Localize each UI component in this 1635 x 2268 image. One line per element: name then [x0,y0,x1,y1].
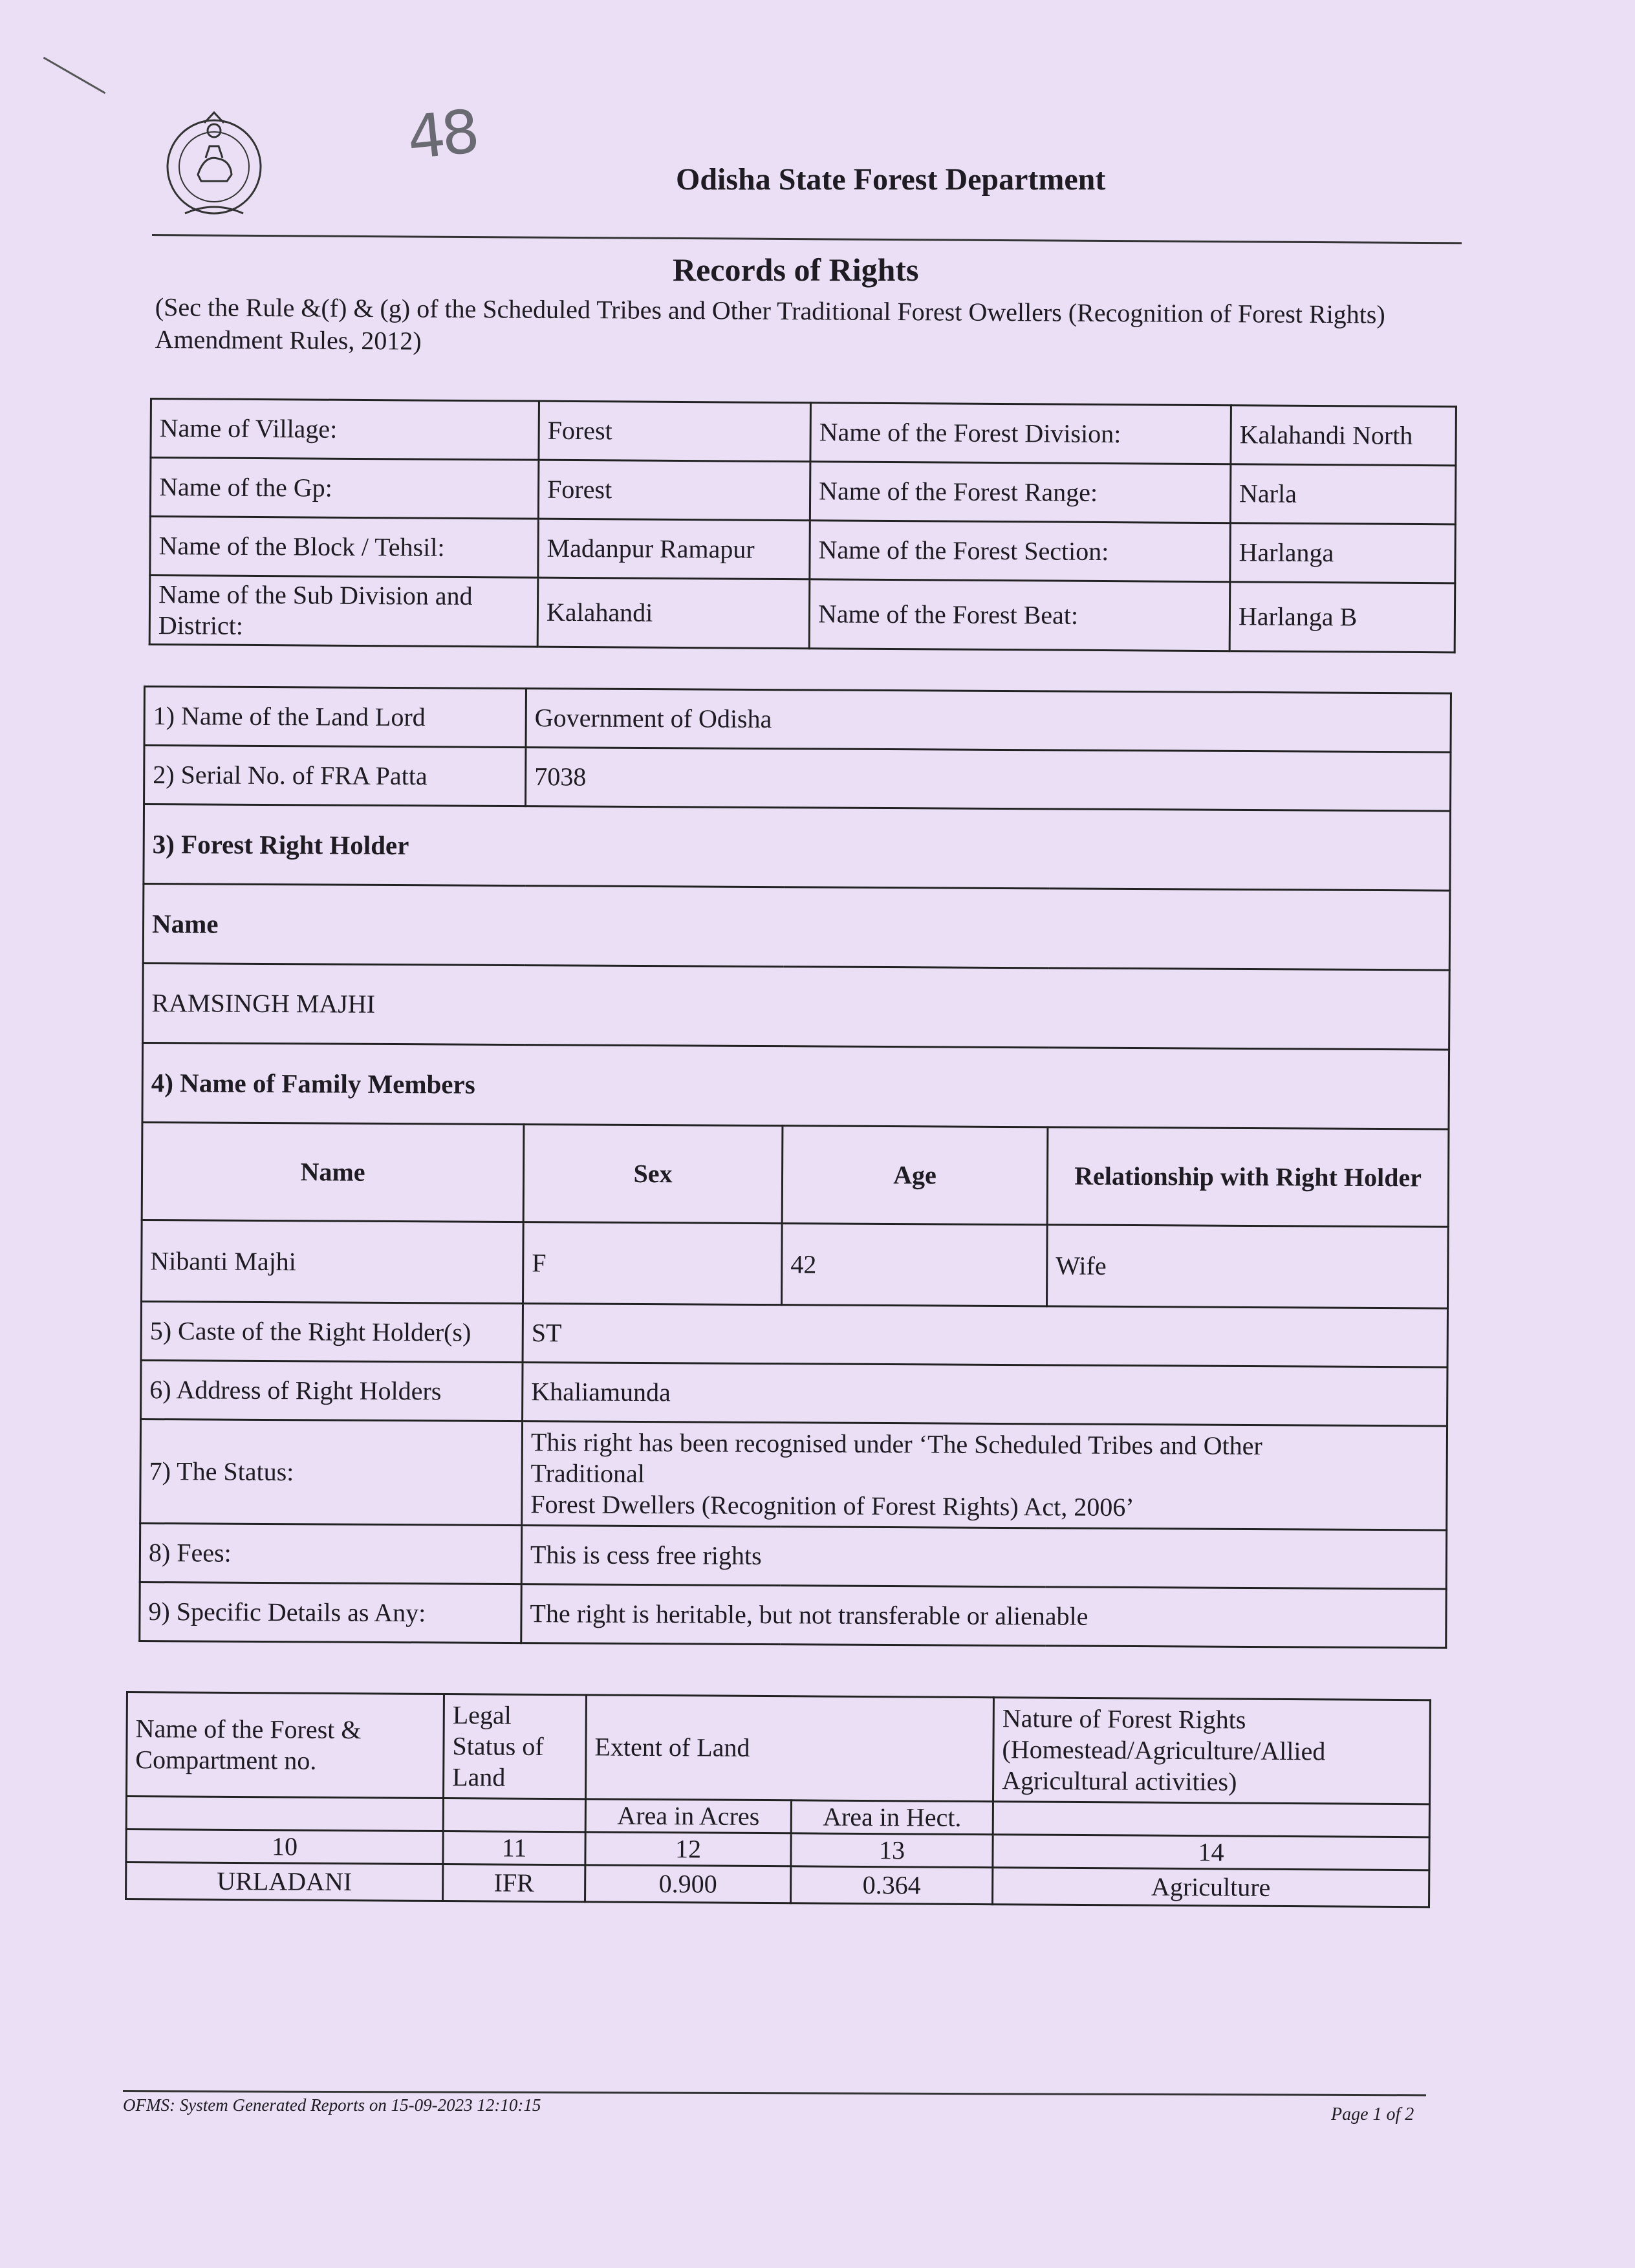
caste-value: ST [523,1304,1447,1367]
land-col-extent: Extent of Land [585,1695,993,1802]
land-forest-name: URLADANI [126,1863,443,1901]
land-area-acres: 0.900 [585,1865,791,1903]
state-emblem-icon [159,103,269,223]
name-heading: Name [143,884,1450,971]
block-value: Madanpur Ramapur [538,519,810,579]
land-col-legal: Legal Status of Land [443,1694,586,1799]
fees-value: This is cess free rights [521,1526,1446,1589]
location-row [149,576,1455,653]
status-value [522,1421,1447,1530]
family-col-sex: Sex [523,1125,783,1224]
handwritten-page-number: 48 [404,96,479,173]
family-member-relationship: Wife [1046,1225,1448,1308]
caste-label: 5) Caste of the Right Holder(s) [141,1301,523,1362]
family-member-sex: F [523,1222,783,1305]
land-lord-label: 1) Name of the Land Lord [144,687,526,748]
land-table [125,1691,1431,1908]
rights-details-table [138,686,1452,1649]
address-value: Khaliamunda [523,1363,1447,1426]
land-legal-status: IFR [443,1864,585,1901]
right-holder-name: RAMSINGH MAJHI [143,964,1450,1050]
family-col-relationship: Relationship with Right Holder [1047,1127,1449,1227]
location-table [149,398,1457,653]
forest-beat-value: Harlanga B [1229,582,1455,653]
header-divider [152,234,1462,244]
gp-value: Forest [538,460,810,521]
fees-label: 8) Fees: [140,1523,521,1584]
land-col-number: 13 [791,1833,993,1868]
gp-label: Name of the Gp: [150,458,539,519]
status-label: 7) The Status: [140,1419,523,1525]
land-sub-empty [993,1802,1429,1837]
land-sub-hect: Area in Hect. [791,1800,993,1835]
specific-details-label: 9) Specific Details as Any: [140,1582,521,1643]
block-label: Name of the Block / Tehsil: [150,517,539,578]
location-row [150,517,1456,583]
family-member-name: Nibanti Majhi [142,1220,524,1303]
document-subtitle: (Sec the Rule &(f) & (g) of the Scheduled Tribes and Other Traditional Forest Owellers (Recognition of Forest Rights) Amendment Rules, 2012) [155,292,1385,356]
family-heading: 4) Name of Family Members [142,1043,1449,1130]
family-col-age: Age [782,1126,1048,1225]
family-col-name: Name [142,1122,524,1222]
location-row [150,458,1456,524]
forest-range-label: Name of the Forest Range: [810,462,1231,523]
land-nature: Agriculture [993,1868,1429,1907]
subdivision-label: Name of the Sub Division and District: [149,576,538,647]
serial-value: 7038 [526,748,1451,811]
land-col-number: 12 [585,1832,791,1866]
land-col-nature: Nature of Forest Rights (Homestead/Agriculture/Allied Agricultural activities) [993,1698,1430,1804]
serial-label: 2) Serial No. of FRA Patta [144,746,526,806]
land-col-forest: Name of the Forest & Compartment no. [127,1692,444,1798]
status-line-2: Traditional [530,1458,645,1489]
land-col-number: 14 [993,1835,1429,1870]
forest-section-value: Harlanga [1230,523,1456,583]
forest-division-value: Kalahandi North [1231,405,1456,466]
right-holder-heading: 3) Forest Right Holder [144,805,1451,891]
department-title: Odisha State Forest Department [676,162,1106,197]
village-value: Forest [539,401,811,462]
land-sub-empty [443,1798,585,1831]
status-line-3: Forest Dwellers (Recognition of Forest Rights) Act, 2006’ [530,1489,1134,1522]
specific-details-value: The right is heritable, but not transferable or alienable [521,1584,1446,1648]
forest-section-label: Name of the Forest Section: [810,521,1231,582]
land-sub-empty [126,1797,443,1831]
forest-division-label: Name of the Forest Division: [810,403,1231,464]
family-member-age: 42 [781,1224,1047,1306]
land-area-hect: 0.364 [791,1866,993,1905]
forest-beat-label: Name of the Forest Beat: [809,579,1230,651]
land-row [126,1863,1429,1907]
status-line-1: This right has been recognised under ‘The Scheduled Tribes and Other [530,1427,1262,1461]
land-lord-value: Government of Odisha [526,689,1451,752]
land-sub-acres: Area in Acres [585,1799,791,1833]
address-label: 6) Address of Right Holders [141,1360,523,1421]
forest-range-value: Narla [1230,464,1456,524]
family-member-row [142,1220,1449,1308]
page-number: Page 1 of 2 [1331,2104,1414,2124]
pen-stroke-mark [43,57,106,94]
location-row [151,399,1456,466]
generated-timestamp: OFMS: System Generated Reports on 15-09-2023 12:10:15 [123,2095,541,2115]
document-title: Records of Rights [673,252,919,288]
land-col-number: 10 [126,1830,443,1864]
subdivision-value: Kalahandi [537,578,810,649]
village-label: Name of Village: [151,399,539,460]
land-col-number: 11 [443,1831,585,1864]
